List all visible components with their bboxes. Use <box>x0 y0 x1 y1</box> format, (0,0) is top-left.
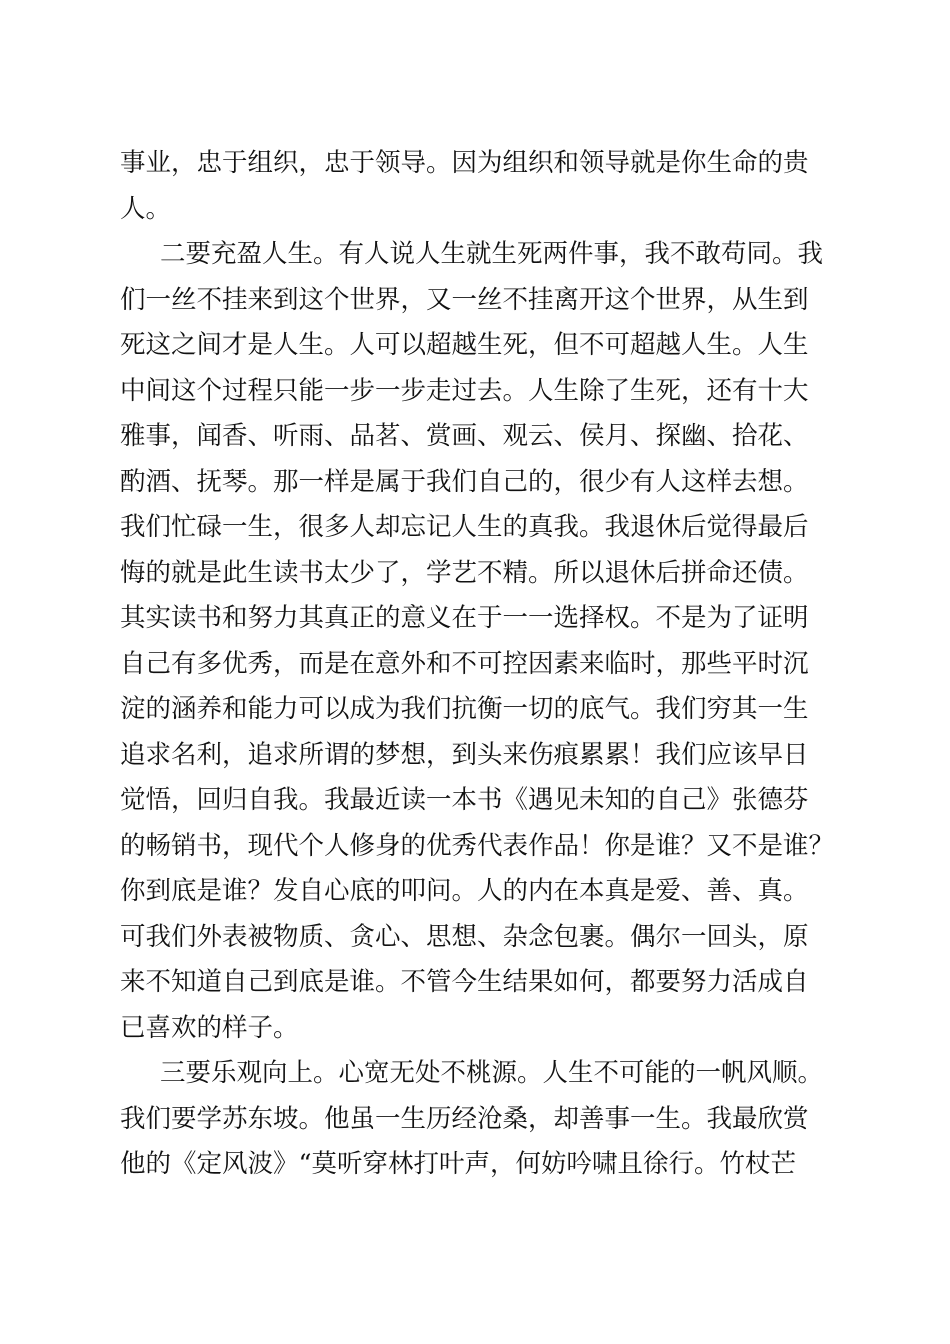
text-line: 来不知道自己到底是谁。不管今生结果如何，都要努力活成自 <box>120 967 809 997</box>
text-line: 人。 <box>120 193 172 224</box>
text-line: 觉悟，回归自我。我最近读一本书《遇见未知的自己》张德芬 <box>120 785 809 815</box>
text-line: 悔的就是此生读书太少了，学艺不精。所以退休后拼命还债。 <box>120 557 809 588</box>
text-line: 中间这个过程只能一步一步走过去。人生除了生死，还有十大 <box>120 375 809 406</box>
text-line: 三要乐观向上。心宽无处不桃源。人生不可能的一帆风顺。 <box>160 1058 824 1088</box>
text-line: 可我们外表被物质、贪心、思想、杂念包裹。偶尔一回头，原 <box>120 921 809 952</box>
body-text <box>120 141 840 1188</box>
paragraph-enrich-life <box>120 232 840 1051</box>
text-line: 的畅销书，现代个人修身的优秀代表作品！你是谁？又不是谁？ <box>120 830 835 861</box>
text-line: 淀的涵养和能力可以成为我们抗衡一切的底气。我们穷其一生 <box>120 694 809 724</box>
text-line: 已喜欢的样子。 <box>120 1012 299 1043</box>
text-line: 他的《定风波》“莫听穿林打叶声，何妨吟啸且徐行。竹杖芒 <box>120 1149 797 1179</box>
text-line: 我们忙碌一生，很多人却忘记人生的真我。我退休后觉得最后 <box>120 512 809 542</box>
text-line: 二要充盈人生。有人说人生就生死两件事，我不敢苟同。我 <box>160 239 824 269</box>
text-line: 事业，忠于组织，忠于领导。因为组织和领导就是你生命的贵 <box>120 148 809 178</box>
text-line: 你到底是谁？发自心底的叩问。人的内在本真是爱、善、真。 <box>120 876 809 906</box>
paragraph-continuation <box>120 141 840 232</box>
text-line: 其实读书和努力其真正的意义在于一一选择权。不是为了证明 <box>120 603 809 633</box>
text-line: 自己有多优秀，而是在意外和不可控因素来临时，那些平时沉 <box>120 648 809 679</box>
text-line: 雅事，闻香、听雨、品茗、赏画、观云、侯月、探幽、拾花、 <box>120 421 809 451</box>
text-line: 我们要学苏东坡。他虽一生历经沧桑，却善事一生。我最欣赏 <box>120 1103 809 1134</box>
text-line: 追求名利，追求所谓的梦想，到头来伤痕累累！我们应该早日 <box>120 739 809 770</box>
text-line: 酌酒、抚琴。那一样是属于我们自己的，很少有人这样去想。 <box>120 466 809 497</box>
text-line: 们一丝不挂来到这个世界，又一丝不挂离开这个世界，从生到 <box>120 284 809 315</box>
text-line: 死这之间才是人生。人可以超越生死，但不可超越人生。人生 <box>120 330 809 360</box>
paragraph-optimism <box>120 1051 840 1188</box>
